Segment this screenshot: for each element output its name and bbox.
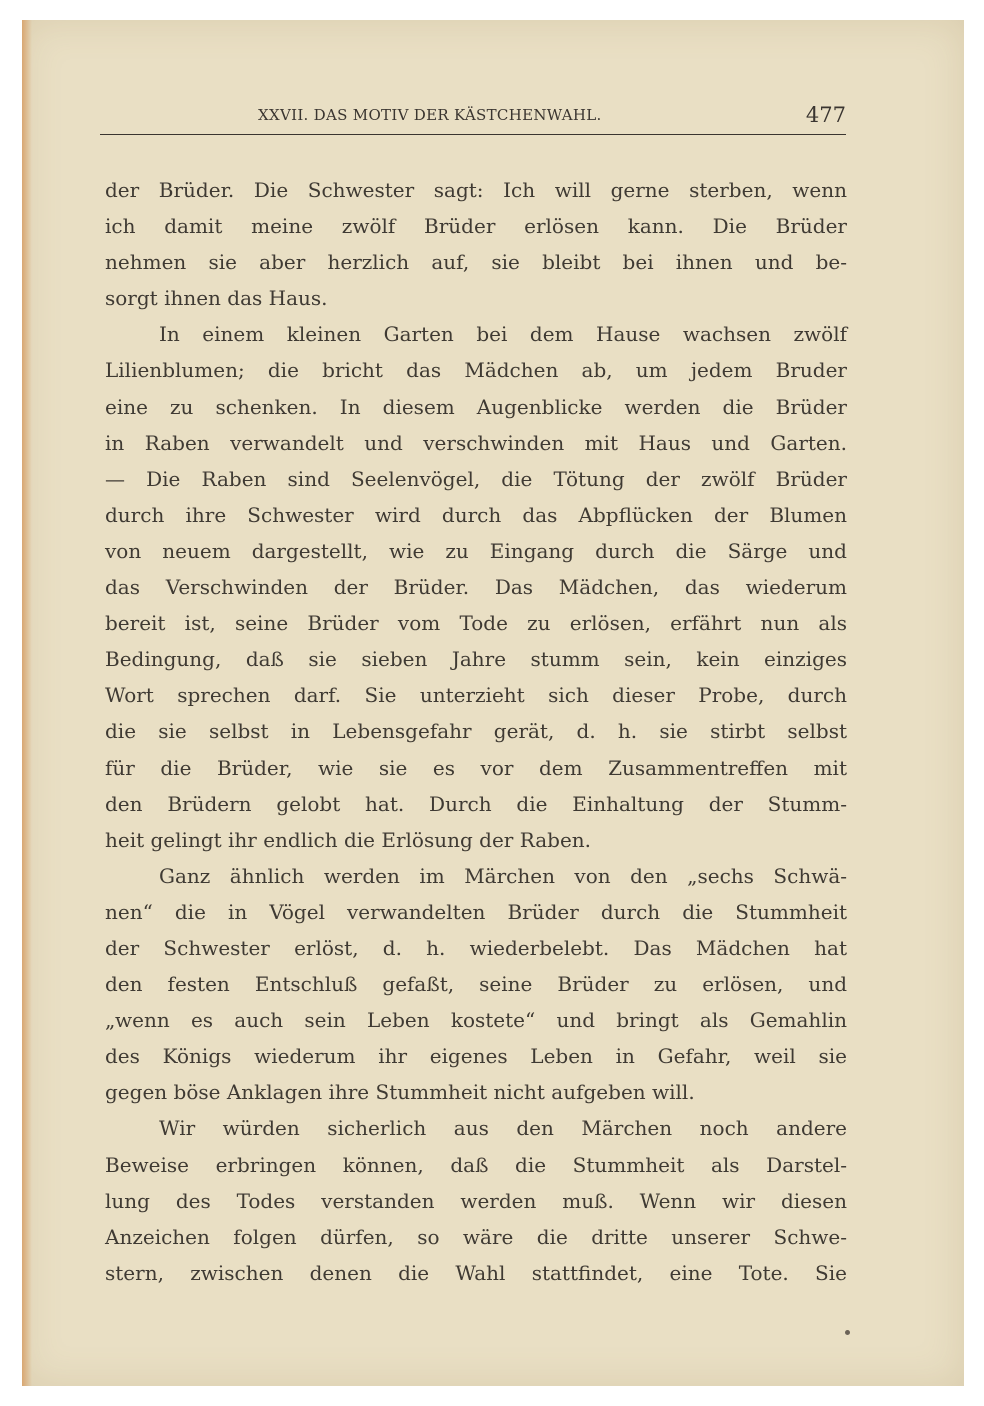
text-line: in Raben verwandelt und verschwinden mit Haus und Garten. [105,430,847,455]
text-line: nen“ die in Vögel verwandelten Brüder durch die Stummheit [105,899,847,924]
text-line: bereit ist, seine Brüder vom Tode zu erlösen, erfährt nun als [105,611,847,636]
text-line: das Verschwinden der Brüder. Das Mädchen, das wiederum [105,575,847,600]
text-line: Ganz ähnlich werden im Märchen von den „sechs Schwä- [159,863,847,888]
text-line: für die Brüder, wie sie es vor dem Zusammentreffen mit [105,755,847,780]
running-header [100,103,846,135]
paragraph-3 [105,858,847,1111]
text-line: lung des Todes verstanden werden muß. Wenn wir diesen [105,1188,847,1213]
text-line: des Königs wiederum ihr eigenes Leben in Gefahr, weil sie [105,1044,847,1069]
text-line: „wenn es auch sein Leben kostete“ und bringt als Gemahlin [105,1008,847,1033]
text-line: die sie selbst in Lebensgefahr gerät, d. h. sie stirbt selbst [105,719,847,744]
text-line: Bedingung, daß sie sieben Jahre stumm sein, kein einziges [105,647,847,672]
text-line: der Schwester erlöst, d. h. wiederbelebt. Das Mädchen hat [105,935,847,960]
body-text [105,172,847,1291]
page-edge [22,20,32,1386]
text-line: Beweise erbringen können, daß die Stummheit als Darstel- [105,1152,847,1177]
text-line: durch ihre Schwester wird durch das Abpflücken der Blumen [105,502,847,527]
text-line: den Brüdern gelobt hat. Durch die Einhaltung der Stumm- [105,791,847,816]
paragraph-1 [105,172,847,316]
text-line: Wort sprechen darf. Sie unterzieht sich dieser Probe, durch [105,683,847,708]
text-line: den festen Entschluß gefaßt, seine Brüder zu erlösen, und [105,972,847,997]
text-line: nehmen sie aber herzlich auf, sie bleibt bei ihnen und be- [105,250,847,275]
text-line: Lilienblumen; die bricht das Mädchen ab, um jedem Bruder [105,358,847,383]
text-line: ich damit meine zwölf Brüder erlösen kann. Die Brüder [105,214,847,239]
text-line: Wir würden sicherlich aus den Märchen noch andere [159,1116,847,1141]
chapter-title: XXVII. DAS MOTIV DER KÄSTCHENWAHL. [258,106,602,124]
text-line: In einem kleinen Garten bei dem Hause wachsen zwölf [159,322,847,347]
text-line: eine zu schenken. In diesem Augenblicke werden die Brüder [105,394,847,419]
text-line: sorgt ihnen das Haus. [105,286,328,311]
text-line: von neuem dargestellt, wie zu Eingang durch die Särge und [105,538,847,563]
ink-speck [845,1330,850,1335]
page-number: 477 [805,103,846,127]
paragraph-2 [105,316,847,857]
text-line: Anzeichen folgen dürfen, so wäre die dritte unserer Schwe- [105,1224,847,1249]
text-line: der Brüder. Die Schwester sagt: Ich will gerne sterben, wenn [105,178,847,202]
text-line: — Die Raben sind Seelenvögel, die Tötung der zwölf Brüder [105,466,847,491]
paragraph-4 [105,1110,847,1290]
text-line: gegen böse Anklagen ihre Stummheit nicht aufgeben will. [105,1080,695,1105]
text-line: stern, zwischen denen die Wahl stattfindet, eine Tote. Sie [105,1260,847,1285]
text-line: heit gelingt ihr endlich die Erlösung der Raben. [105,827,592,852]
